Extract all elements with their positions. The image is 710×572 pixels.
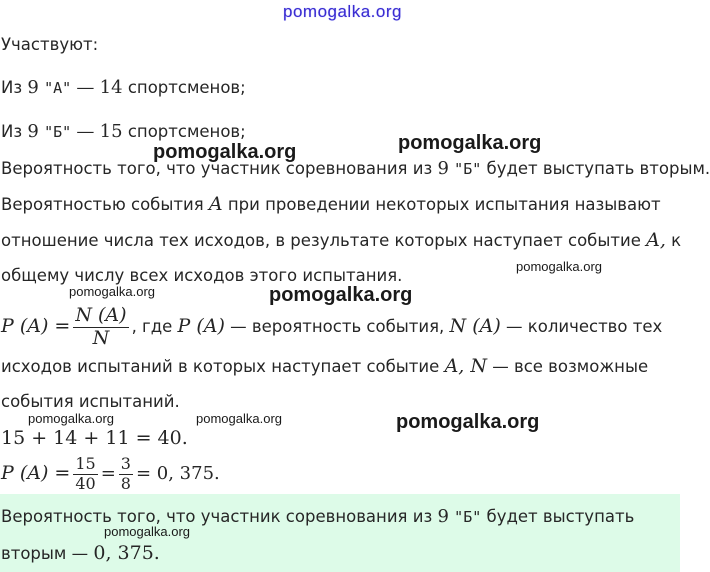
formula-fraction <box>73 306 128 349</box>
answer-value: 0, 375. <box>93 542 160 564</box>
answer-line-2-pre: вторым — <box>1 544 89 563</box>
answer-line-2 <box>1 542 160 565</box>
formula-na-term: N (A) <box>449 315 501 337</box>
watermark-8: pomogalka.org <box>396 411 540 433</box>
result-fraction-2 <box>119 456 133 493</box>
team-b-count: 15 <box>99 121 123 142</box>
formula-numerator: N (A) <box>75 304 127 327</box>
team-b-dash: — <box>76 121 95 142</box>
participants-heading: Участвуют: <box>1 35 99 54</box>
formula-where: , где <box>131 317 173 336</box>
result-numerator-1: 15 <box>75 454 96 474</box>
answer-text-post: будет выступать <box>486 507 635 526</box>
question-line <box>1 158 710 180</box>
result-numerator-2: 3 <box>120 454 131 474</box>
formula-line <box>1 302 662 351</box>
result-fraction-1 <box>73 456 97 493</box>
formula-denominator: N <box>92 327 110 349</box>
definition-5-variables: A, N <box>444 355 487 377</box>
formula-lhs: P (A) = <box>1 315 71 337</box>
definition-2-post: к <box>671 231 682 250</box>
team-b-class-number: 9 <box>27 121 39 142</box>
team-b-prefix: Из <box>1 122 23 141</box>
team-a-count: 14 <box>99 77 123 98</box>
watermark-top: pomogalka.org <box>283 2 402 21</box>
formula-tail-text: — количество тех <box>506 317 663 336</box>
result-denominator-2: 8 <box>120 474 131 493</box>
definition-line-2 <box>1 229 681 252</box>
result-denominator-1: 40 <box>75 474 96 493</box>
definition-2-pre: отношение числа тех исходов, в результате которых наступает событие <box>1 231 641 250</box>
result-equation <box>1 450 220 497</box>
definition-line-1 <box>1 193 661 216</box>
question-class-letter: "Б" <box>454 160 482 178</box>
result-lhs: P (A) = <box>1 462 71 484</box>
result-equals: = <box>100 463 116 484</box>
team-a-class-number: 9 <box>27 77 39 98</box>
team-a-line <box>1 77 246 99</box>
watermark-7: pomogalka.org <box>196 411 282 426</box>
definition-1-variable: A <box>208 193 223 215</box>
answer-text-pre: Вероятность того, что участник соревнования из <box>1 507 433 526</box>
definition-5-post: — все возможные <box>492 357 649 376</box>
definition-1-pre: Вероятностью события <box>1 195 204 214</box>
question-text-pre: Вероятность того, что участник соревнования из <box>1 159 433 178</box>
team-a-class-letter: "А" <box>44 79 72 97</box>
watermark-3: pomogalka.org <box>516 259 602 274</box>
question-text-post: будет выступать вторым. <box>486 159 710 178</box>
definition-line-5 <box>1 355 648 378</box>
team-a-suffix: спортсменов; <box>127 78 246 97</box>
definition-line-3: общему числу всех исходов этого испытания. <box>1 266 403 285</box>
watermark-5: pomogalka.org <box>269 284 413 306</box>
team-b-suffix: спортсменов; <box>127 122 246 141</box>
watermark-6: pomogalka.org <box>28 411 114 426</box>
watermark-2: pomogalka.org <box>153 141 297 163</box>
team-a-dash: — <box>76 77 95 98</box>
watermark-4: pomogalka.org <box>69 284 155 299</box>
answer-class-number: 9 <box>437 506 449 527</box>
question-class-number: 9 <box>437 158 449 179</box>
sum-equation: 15 + 14 + 11 = 40. <box>1 427 188 449</box>
team-b-line <box>1 121 246 143</box>
team-b-class-letter: "Б" <box>44 123 72 141</box>
team-a-prefix: Из <box>1 78 23 97</box>
definition-1-post: при проведении некоторых испытания называют <box>227 195 661 214</box>
result-rhs: = 0, 375. <box>135 463 220 484</box>
formula-p-term: P (A) <box>177 315 225 337</box>
definition-5-pre: исходов испытаний в которых наступает событие <box>1 357 440 376</box>
formula-middle-text: — вероятность события, <box>230 317 445 336</box>
definition-line-6: события испытаний. <box>1 392 180 411</box>
answer-class-letter: "Б" <box>454 508 482 526</box>
watermark-9: pomogalka.org <box>104 524 190 539</box>
answer-line-1 <box>1 506 634 528</box>
watermark-1: pomogalka.org <box>398 132 542 154</box>
definition-2-variable: A, <box>646 229 666 251</box>
